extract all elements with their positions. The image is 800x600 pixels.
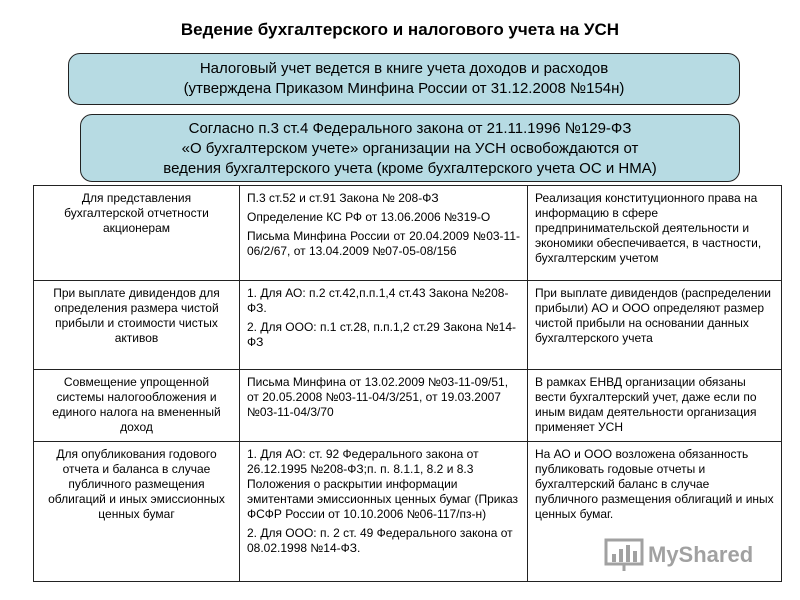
table-cell-case: Для опубликования годового отчета и баланса в случае публичного размещения облигаций и иных эмиссионных ценных бумаг: [34, 442, 240, 582]
info-box-exemption: [80, 114, 740, 182]
basis-paragraph: 1. Для АО: ст. 92 Федерального закона от 26.12.1995 №208-ФЗ;п. п. 8.1.1, 8.2 и 8.3 Положения о раскрытии информации эмитентами эмиссионных ценных бумаг (Приказ ФСФР России от 10.10.2006 №06-117/пз-н): [247, 447, 519, 521]
table-row: [34, 186, 782, 281]
info-box-line: ведения бухгалтерского учета (кроме бухгалтерского учета ОС и НМА): [163, 160, 657, 177]
table-cell-basis: [240, 370, 528, 442]
table-row: [34, 370, 782, 442]
table-cell-comment: На АО и ООО возложена обязанность публиковать годовые отчеты и бухгалтерский баланс в случае публичного размещения облигаций и иных ценных бумаг.: [528, 442, 782, 582]
requirements-table: [33, 185, 782, 582]
table-cell-case: Совмещение упрощенной системы налогообложения и единого налога на вмененный доход: [34, 370, 240, 442]
info-box-line: Налоговый учет ведется в книге учета доходов и расходов: [199, 60, 609, 77]
table-cell-case: При выплате дивидендов для определения размера чистой прибыли и стоимости чистых активов: [34, 281, 240, 370]
table-cell-basis: [240, 186, 528, 281]
info-box-line: Согласно п.3 ст.4 Федерального закона от 21.11.1996 №129-ФЗ: [188, 120, 632, 137]
info-box-line: «О бухгалтерском учете» организации на УСН освобождаются от: [181, 140, 639, 157]
table-cell-basis: [240, 281, 528, 370]
presentation-icon: [604, 538, 644, 572]
info-box-line: (утверждена Приказом Минфина России от 31.12.2008 №154н): [183, 80, 625, 97]
basis-paragraph: Письма Минфина России от 20.04.2009 №03-11-06/2/67, от 13.04.2009 №07-05-08/156: [247, 229, 520, 258]
table-row: [34, 281, 782, 370]
table-cell-case: Для представления бухгалтерской отчетности акционерам: [34, 186, 240, 281]
table-cell-comment: Реализация конституционного права на информацию в сфере предпринимательской деятельности и экономики обеспечивается, в частности, бухгалтерским учетом: [528, 186, 782, 281]
table-cell-comment: В рамках ЕНВД организации обязаны вести бухгалтерский учет, даже если по иным видам деятельности организация применяет УСН: [528, 370, 782, 442]
basis-paragraph: 1. Для АО: п.2 ст.42,п.п.1,4 ст.43 Закона №208-ФЗ.: [247, 286, 509, 315]
basis-paragraph: 2. Для ООО: п. 2 ст. 49 Федерального закона от 08.02.1998 №14-ФЗ.: [247, 526, 513, 555]
basis-paragraph: П.3 ст.52 и ст.91 Закона № 208-ФЗ: [247, 191, 439, 205]
page-title: Ведение бухгалтерского и налогового учета на УСН: [180, 20, 620, 39]
table-cell-comment: При выплате дивидендов (распределении прибыли) АО и ООО определяют размер чистой прибыли на основании данных бухгалтерского учета: [528, 281, 782, 370]
info-box-tax-accounting: [68, 53, 740, 105]
basis-paragraph: Письма Минфина от 13.02.2009 №03-11-09/51, от 20.05.2008 №03-11-04/3/251, от 19.03.2007 №03-11-04/3/70: [247, 375, 509, 419]
basis-paragraph: Определение КС РФ от 13.06.2006 №319-О: [247, 210, 491, 224]
basis-paragraph: 2. Для ООО: п.1 ст.28, п.п.1,2 ст.29 Закона №14-ФЗ: [247, 320, 517, 349]
watermark: [604, 538, 753, 572]
table-cell-basis: [240, 442, 528, 582]
watermark-text: MyShared: [648, 542, 754, 567]
